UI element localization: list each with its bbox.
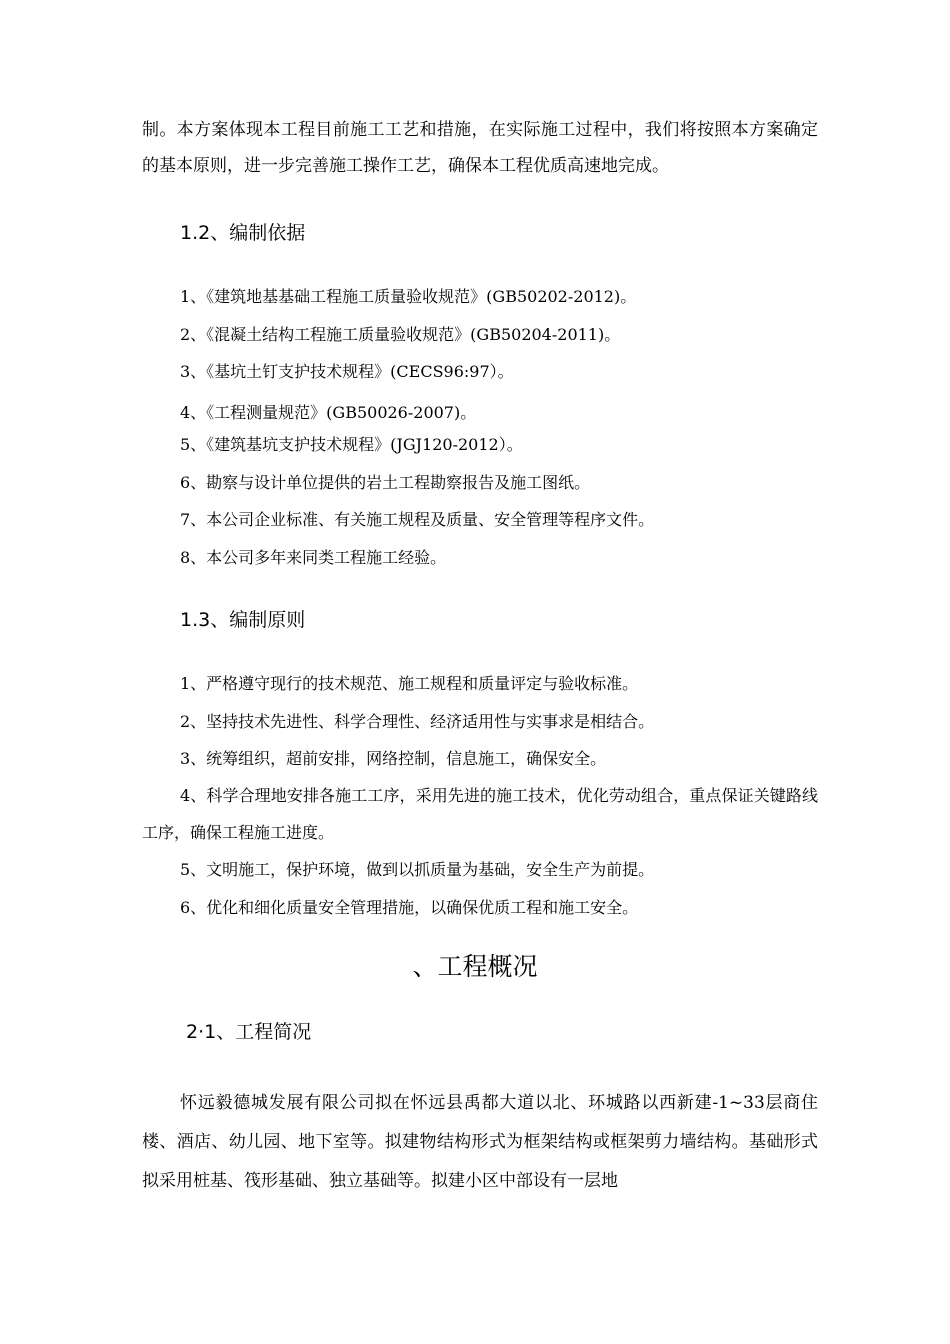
list-item: 8、本公司多年来同类工程施工经验。	[180, 547, 447, 567]
principles-list	[180, 665, 830, 778]
chapter-title: 、工程概况	[412, 952, 538, 981]
section-heading-2-1: 2·1、工程简况	[186, 1021, 312, 1043]
section-heading-1-2: 1.2、编制依据	[180, 222, 306, 244]
basis-list	[180, 278, 830, 576]
list-item: 4、《工程测量规范》(GB50026-2007)。	[180, 402, 477, 422]
list-item: 1、严格遵守现行的技术规范、施工规程和质量评定与验收标准。	[180, 674, 639, 693]
list-item: 3、《基坑土钉支护技术规程》(CECS96:97）。	[180, 362, 514, 381]
list-item: 2、坚持技术先进性、科学合理性、经济适用性与实事求是相结合。	[180, 711, 655, 731]
list-item: 7、本公司企业标准、有关施工规程及质量、安全管理等程序文件。	[180, 510, 655, 529]
section-heading-1-3: 1.3、编制原则	[180, 609, 306, 631]
list-item: 6、勘察与设计单位提供的岩土工程勘察报告及施工图纸。	[180, 472, 591, 492]
list-item: 1、《建筑地基基础工程施工质量验收规范》(GB50202-2012)。	[180, 287, 637, 306]
principles-list-continued	[180, 851, 830, 926]
list-item: 3、统筹组织，超前安排，网络控制，信息施工，确保安全。	[180, 749, 607, 768]
list-item: 2、《混凝土结构工程施工质量验收规范》(GB50204-2011)。	[180, 324, 621, 344]
list-item: 5、《建筑基坑支护技术规程》(JGJ120-2012）。	[180, 435, 523, 454]
overview-paragraph: 怀远毅德城发展有限公司拟在怀远县禹都大道以北、环城路以西新建-1~33层商住楼、酒店、幼儿园、地下室等。拟建物结构形式为框架结构或框架剪力墙结构。基础形式拟采用桩基、筏形基础、独立基础等。拟建小区中部设有一层地	[142, 1093, 818, 1191]
list-item: 6、优化和细化质量安全管理措施，以确保优质工程和施工安全。	[180, 897, 639, 917]
list-item-wrapped: 4、科学合理地安排各施工工序，采用先进的施工技术，优化劳动组合，重点保证关键路线工序，确保工程施工进度。	[142, 786, 818, 842]
list-item: 5、文明施工，保护环境，做到以抓质量为基础，安全生产为前提。	[180, 860, 655, 879]
intro-paragraph: 制。本方案体现本工程目前施工工艺和措施，在实际施工过程中，我们将按照本方案确定的基本原则，进一步完善施工操作工艺，确保本工程优质高速地完成。	[142, 120, 818, 176]
